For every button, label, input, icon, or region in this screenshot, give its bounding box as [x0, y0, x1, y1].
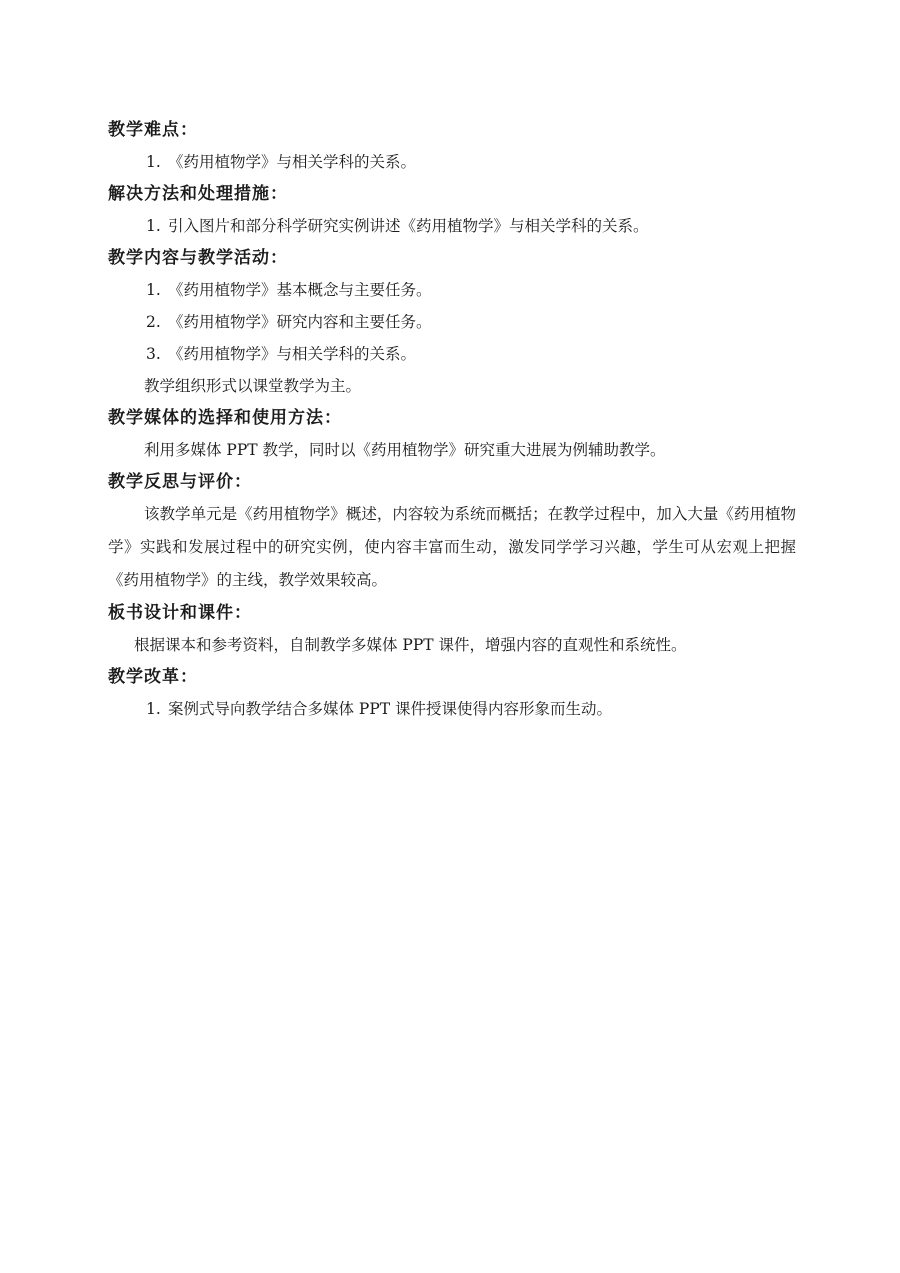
section-reflection — [108, 466, 808, 597]
section-heading: 教学内容与教学活动： — [108, 248, 288, 268]
item-number: 1. — [146, 700, 161, 718]
section-teaching-reform — [108, 661, 808, 725]
section-heading: 教学改革： — [108, 667, 198, 687]
section-text: 根据课本和参考资料，自制教学多媒体 PPT 课件，增强内容的直观性和系统性。 — [134, 636, 687, 654]
section-heading: 教学媒体的选择和使用方法： — [108, 408, 342, 428]
item-number: 1. — [146, 217, 161, 235]
list-item — [108, 146, 808, 178]
item-text: 《药用植物学》与相关学科的关系。 — [168, 345, 417, 363]
section-note: 教学组织形式以课堂教学为主。 — [144, 377, 362, 395]
item-number: 1. — [146, 153, 161, 171]
item-number: 3. — [146, 345, 161, 363]
item-text: 《药用植物学》与相关学科的关系。 — [168, 153, 417, 171]
list-item — [108, 210, 808, 242]
item-text: 案例式导向教学结合多媒体 PPT 课件授课使得内容形象而生动。 — [168, 700, 613, 718]
section-heading: 解决方法和处理措施： — [108, 184, 288, 204]
section-content-activities — [108, 242, 808, 402]
item-text: 引入图片和部分科学研究实例讲述《药用植物学》与相关学科的关系。 — [168, 217, 649, 235]
section-media — [108, 402, 808, 466]
section-heading: 板书设计和课件： — [108, 603, 252, 623]
section-paragraph: 该教学单元是《药用植物学》概述，内容较为系统而概括；在教学过程中，加入大量《药用植物学》实践和发展过程中的研究实例，使内容丰富而生动，激发同学学习兴趣，学生可从宏观上把握《药用植物学》的主线，教学效果较高。 — [108, 505, 796, 589]
list-item — [108, 306, 808, 338]
item-number: 1. — [146, 281, 161, 299]
section-text: 利用多媒体 PPT 教学，同时以《药用植物学》研究重大进展为例辅助教学。 — [144, 441, 666, 459]
section-board-design — [108, 597, 808, 661]
list-item — [108, 338, 808, 370]
list-item — [108, 693, 808, 725]
section-solutions — [108, 178, 808, 242]
list-item — [108, 274, 808, 306]
item-number: 2. — [146, 313, 161, 331]
item-text: 《药用植物学》基本概念与主要任务。 — [168, 281, 432, 299]
section-heading: 教学难点： — [108, 120, 198, 140]
item-text: 《药用植物学》研究内容和主要任务。 — [168, 313, 432, 331]
section-heading: 教学反思与评价： — [108, 472, 252, 492]
section-teaching-difficulty — [108, 114, 808, 178]
document-body — [108, 114, 808, 725]
